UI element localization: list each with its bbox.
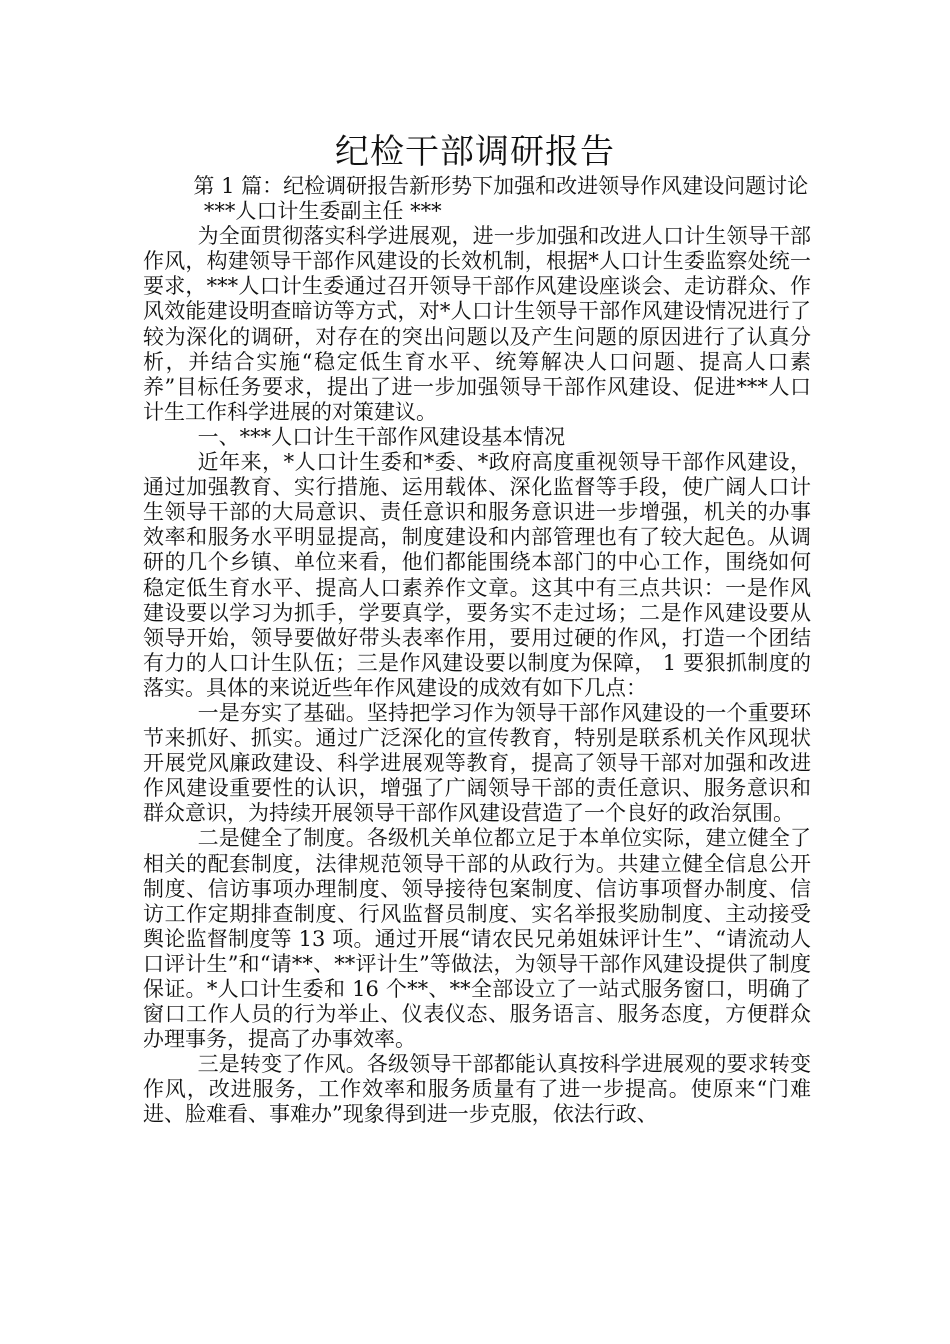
paragraph-point-1: 一是夯实了基础。坚持把学习作为领导干部作风建设的一个重要环节来抓好、抓实。通过广泛深化的宣传教育，特别是联系机关作风现状开展党风廉政建设、科学进展观等教育，提高了领导干部对加强和改进作风建设重要性的认识，增强了广阔领导干部的责任意识、服务意识和群众意识，为持续开展领导干部作风建设营造了一个良好的政治氛围。 xyxy=(143,700,811,826)
author-line: ***人口计生委副主任 *** xyxy=(203,199,442,224)
paragraph-point-2: 二是健全了制度。各级机关单位都立足于本单位实际，建立健全了相关的配套制度，法律规范领导干部的从政行为。共建立健全信息公开制度、信访事项办理制度、领导接待包案制度、信访事项督办制度、信访工作定期排查制度、行风监督员制度、实名举报奖励制度、主动接受舆论监督制度等 13 项。通过开展“请农民兄弟姐妹评计生”、“请流动人口评计生”和“请**、**评计生”等做法，为领导干部作风建设提供了制度保证。*人口计生委和 16 个**、**全部设立了一站式服务窗口，明确了窗口工作人员的行为举止、仪表仪态、服务语言、服务态度，方便群众办理事务，提高了办事效率。 xyxy=(143,826,811,1052)
document-body xyxy=(143,174,811,1128)
paragraph-overview: 近年来，*人口计生委和*委、*政府高度重视领导干部作风建设，通过加强教育、实行措施、运用载体、深化监督等手段，使广阔人口计生领导干部的大局意识、责任意识和服务意识进一步增强，机关的办事效率和服务水平明显提高，制度建设和内部管理也有了较大起色。从调研的几个乡镇、单位来看，他们都能围绕本部门的中心工作，围绕如何稳定低生育水平、提高人口素养作文章。这其中有三点共识：一是作风建设要以学习为抓手，学要真学，要务实不走过场；二是作风建设要从领导开始，领导要做好带头表率作用，要用过硬的作风，打造一个团结有力的人口计生队伍；三是作风建设要以制度为保障， 1 要狠抓制度的落实。具体的来说近些年作风建设的成效有如下几点： xyxy=(143,450,811,700)
paragraph-point-3: 三是转变了作风。各级领导干部都能认真按科学进展观的要求转变作风，改进服务，工作效率和服务质量有了进一步提高。使原来“门难进、脸难看、事难办”现象得到进一步克服，依法行政、 xyxy=(143,1052,811,1127)
paragraph-intro: 为全面贯彻落实科学进展观，进一步加强和改进人口计生领导干部作风，构建领导干部作风建设的长效机制，根据*人口计生委监察处统一要求，***人口计生委通过召开领导干部作风建设座谈会、走访群众、作风效能建设明查暗访等方式，对*人口计生领导干部作风建设情况进行了较为深化的调研，对存在的突出问题以及产生问题的原因进行了认真分析，并结合实施“稳定低生育水平、统筹解决人口问题、提高人口素养”目标任务要求，提出了进一步加强领导干部作风建设、促进***人口计生工作科学进展的对策建议。 xyxy=(143,224,811,424)
section-heading-1: 一、***人口计生干部作风建设基本情况 xyxy=(197,424,566,449)
chapter-heading: 第 1 篇：纪检调研报告新形势下加强和改进领导作风建设问题讨论 xyxy=(193,174,809,198)
document-title: 纪检干部调研报告 xyxy=(335,132,615,172)
